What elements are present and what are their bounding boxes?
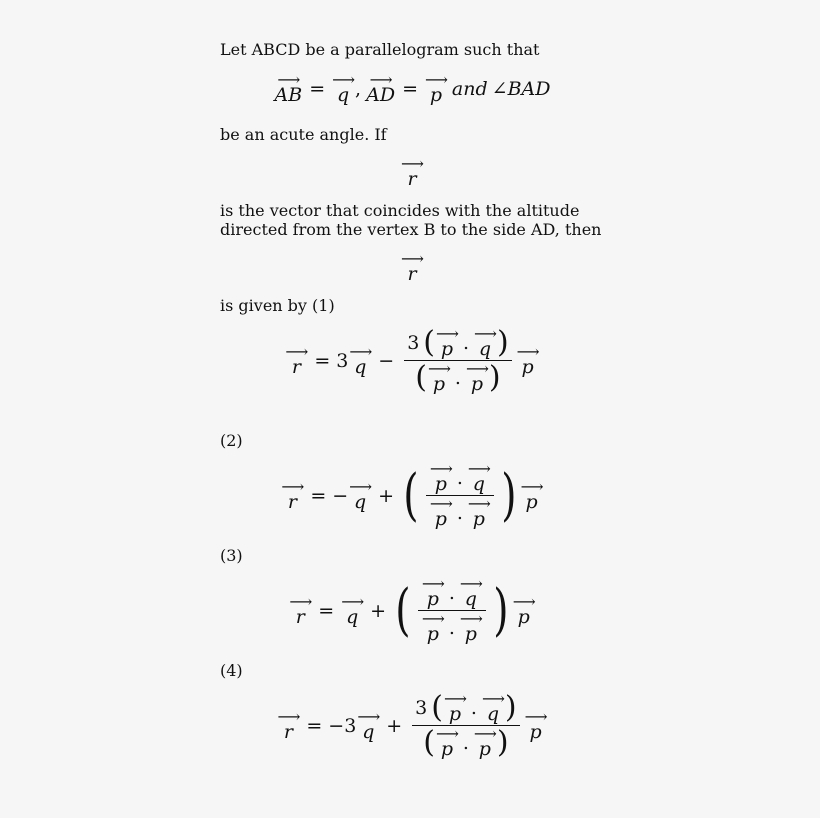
option-4-label: (4) — [220, 661, 243, 680]
option-2-label: (2) — [220, 431, 243, 450]
vector-r-display-2: ⟶ r — [401, 249, 423, 285]
vector-p: ⟶ p — [424, 70, 447, 106]
intro-text: Let ABCD be a parallelogram such that — [220, 40, 540, 59]
vector-r-display-1: ⟶ r — [401, 154, 423, 190]
altitude-text: is the vector that coincides with the altitude directed from the vertex B to the side AD, then — [220, 201, 602, 239]
given-vectors-equation: ⟶ AB = ⟶ q , ⟶ AD = ⟶ p and ∠BAD — [274, 70, 551, 106]
option-2-equation: ⟶ r = − ⟶ q + ( ⟶ p . ⟶ q ⟶ p . ⟶ p ) ⟶ p — [281, 459, 543, 530]
vector-ad: ⟶ AD — [366, 70, 396, 106]
option-3-equation: ⟶ r = ⟶ q + ( ⟶ p . ⟶ q ⟶ p . ⟶ p ) ⟶ p — [289, 574, 535, 645]
option-4-equation: ⟶ r = − 3 ⟶ q + 3 ( ⟶ p . ⟶ q ) ( ⟶ p . ⟶ p ) ⟶ p — [277, 689, 547, 760]
vector-ab: ⟶ AB — [274, 70, 303, 106]
vector-q: ⟶ q — [332, 70, 355, 106]
given-by-text: is given by (1) — [220, 296, 335, 315]
option-1-equation: ⟶ r = 3 ⟶ q − 3 ( ⟶ p . ⟶ q ) ( ⟶ p . ⟶ p ) ⟶ p — [285, 324, 539, 395]
acute-angle-text: be an acute angle. If — [220, 125, 387, 144]
option-3-label: (3) — [220, 546, 243, 565]
